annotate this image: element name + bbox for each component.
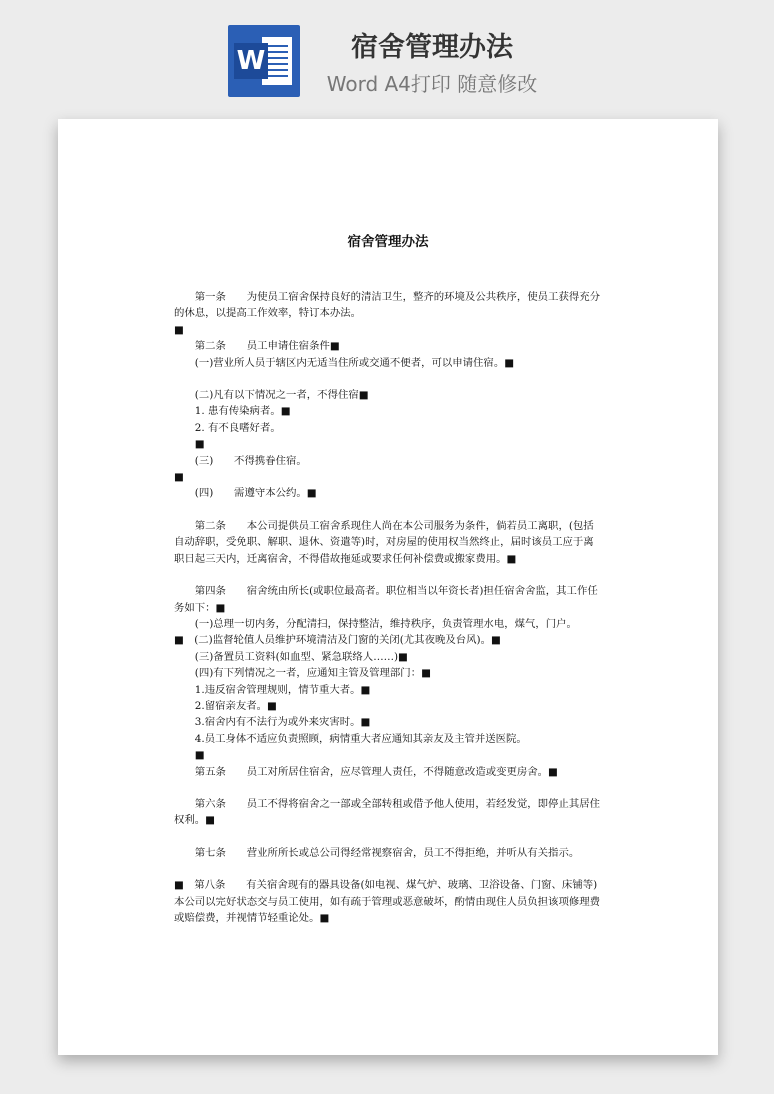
document-paragraph: 1.违反宿舍管理规则，情节重大者。■ [174,683,371,696]
document-paragraph: (三)备置员工资料(如血型、紧急联络人……)■ [174,650,408,663]
document-paragraph: 4.员工身体不适应负责照顾，病情重大者应通知其亲友及主管并送医院。 [174,732,527,745]
document-paragraph: 1. 患有传染病者。■ [174,405,291,418]
document-title: 宿舍管理办法 [347,234,429,250]
document-paragraph: (一)营业所人员于辖区内无适当住所或交通不便者，可以申请住宿。■ [174,356,515,369]
document-paragraph: ■ [174,323,184,336]
document-paragraph: ■ [174,471,184,484]
header-title: 宿舍管理办法 [351,32,513,63]
document-paragraph: 第二条 员工申请住宿条件■ [174,340,340,353]
document-paragraph: (三) 不得携眷住宿。 [174,454,307,467]
document-paragraph: ■ [174,749,205,762]
document-paragraph: 第五条 员工对所居住宿舍，应尽管理人责任，不得随意改造或变更房舍。■ [174,765,558,778]
document-paragraph: 第二条 本公司提供员工宿舍系现住人尚在本公司服务为条件，倘若员工离职，(包括自动辞职，受免职、解职、退休、资遣等)时，对房屋的使用权当然终止，届时该员工应于离职日起三天内，迁离宿舍，不得借故拖延或要求任何补偿费或搬家费用。■ [174,519,594,565]
document-paragraph: 第六条 员工不得将宿舍之一部或全部转租或借予他人使用，若经发觉，即停止其居住权利。■ [174,797,601,827]
document-paragraph: (四)有下列情况之一者，应通知主管及管理部门：■ [174,667,431,680]
document-page [58,119,718,1055]
document-paragraph: 第七条 营业所所长或总公司得经常视察宿舍，员工不得拒绝，并听从有关指示。 [174,846,580,859]
header-subtitle: Word A4打印 随意修改 [326,72,538,96]
document-paragraph: ■ 第八条 有关宿舍现有的器具设备(如电视、煤气炉、玻璃、卫浴设备、门窗、床铺等)本公司以完好状态交与员工使用，如有疏于管理或恶意破坏，酌情由现住人员负担该项修理费或赔偿费，并视情节轻重论处。■ [174,879,601,924]
document-body [174,289,602,926]
word-icon-letter: W [234,43,268,79]
word-icon [228,25,300,97]
document-paragraph: ■ (二)监督轮值人员维护环境清洁及门窗的关闭(尤其夜晚及台风)。■ [174,634,501,647]
document-paragraph: 2. 有不良嗜好者。 [174,421,281,434]
document-paragraph: (二)凡有以下情况之一者，不得住宿■ [174,389,369,402]
document-paragraph: 第一条 为使员工宿舍保持良好的清洁卫生，整齐的环境及公共秩序，使员工获得充分的休息，以提高工作效率，特订本办法。 [174,291,601,320]
document-paragraph: 2.留宿亲友者。■ [174,699,277,712]
document-paragraph: 第四条 宿舍统由所长(或职位最高者。职位相当以年资长者)担任宿舍舍监，其工作任务如下：■ [174,585,598,614]
download-header [0,0,774,112]
document-paragraph: (四) 需遵守本公约。■ [174,487,317,500]
document-paragraph: 3.宿舍内有不法行为或外来灾害时。■ [174,716,371,729]
document-paragraph: (一)总理一切内务，分配清扫，保持整洁，维持秩序，负责管理水电，煤气，门户。 [174,617,577,630]
document-paragraph: ■ [174,438,205,451]
